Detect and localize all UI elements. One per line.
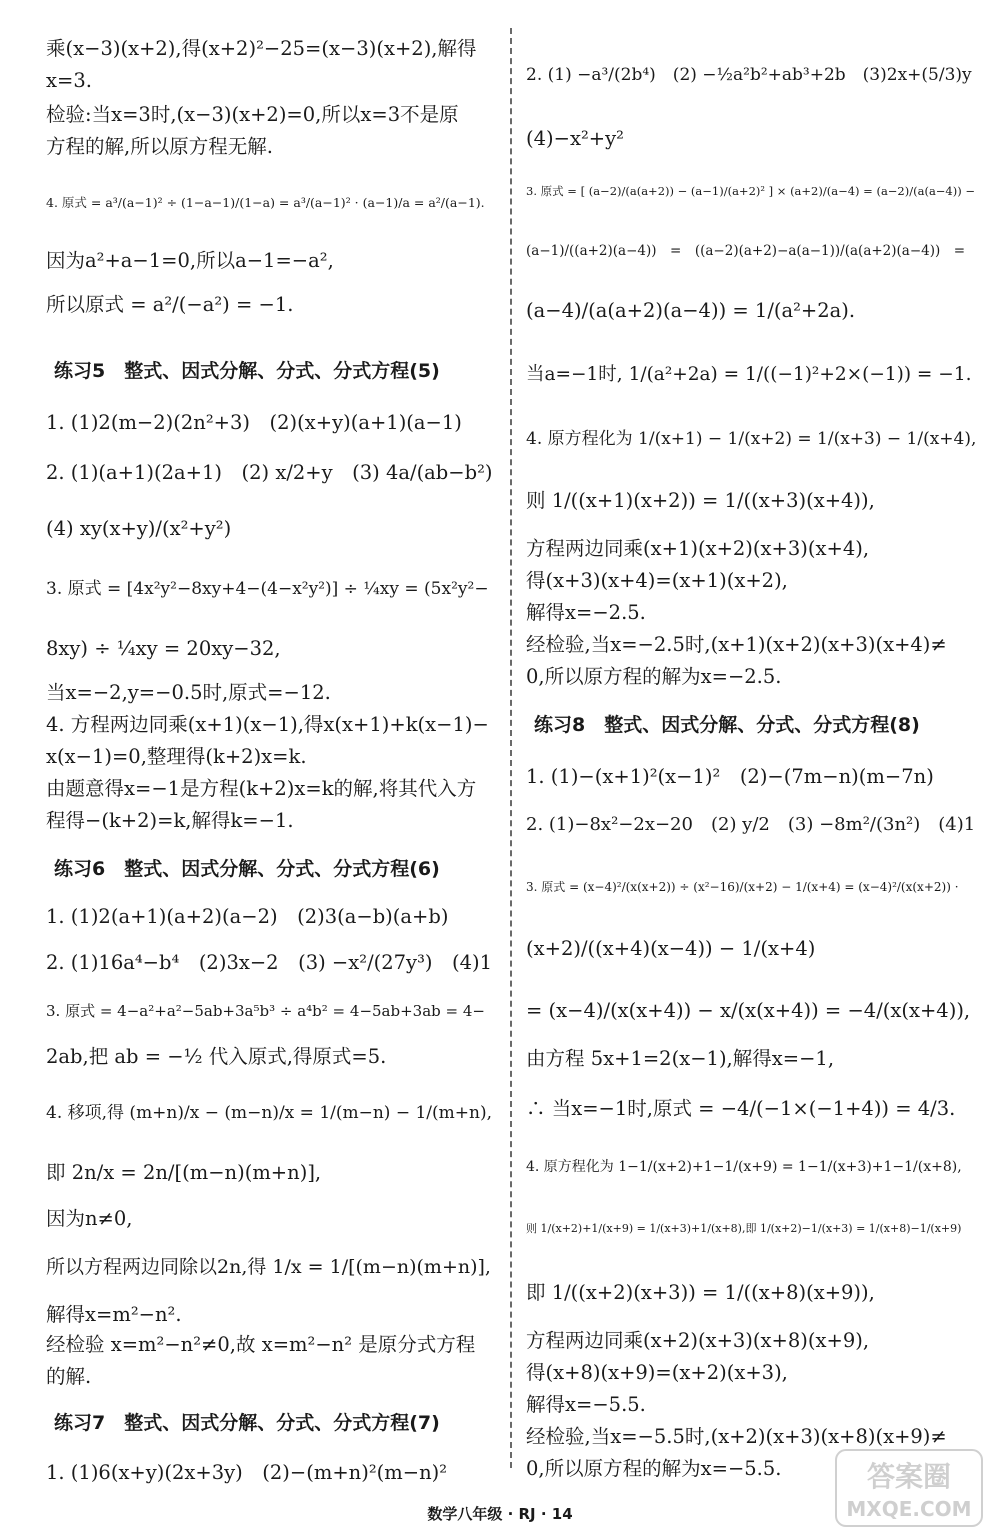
solution-line: 8xy) ÷ ¼xy = 20xy−32, [46, 637, 281, 660]
solution-line: 4. 原式 = a³/(a−1)² ÷ (1−a−1)/(1−a) = a³/(a−1)² · (a−1)/a = a²/(a−1). [46, 195, 485, 210]
solution-line: 2. (1) −a³/(2b⁴) (2) −½a²b²+ab³+2b (3)2x+(5/3)y [526, 65, 972, 85]
solution-line: 则 1/(x+2)+1/(x+9) = 1/(x+3)+1/(x+8),即 1/(x+2)−1/(x+3) = 1/(x+8)−1/(x+9) [526, 1222, 962, 1235]
watermark-title: 答案圈 [866, 1460, 952, 1493]
solution-line: 的解. [46, 1365, 92, 1388]
solution-line: 解得x=−5.5. [526, 1393, 646, 1416]
solution-line: 乘(x−3)(x+2),得(x+2)²−25=(x−3)(x+2),解得 [46, 37, 477, 60]
solution-line: 方程两边同乘(x+1)(x+2)(x+3)(x+4), [526, 537, 870, 560]
solution-line: (x+2)/((x+4)(x−4)) − 1/(x+4) [526, 937, 816, 960]
solution-line: 4. 方程两边同乘(x+1)(x−1),得x(x+1)+k(x−1)− [46, 713, 489, 736]
solution-line: 因为n≠0, [46, 1207, 133, 1230]
section-heading: 练习6 整式、因式分解、分式、分式方程(6) [54, 858, 440, 880]
solution-line: 方程两边同乘(x+2)(x+3)(x+8)(x+9), [526, 1329, 870, 1352]
solution-line: 2. (1)16a⁴−b⁴ (2)3x−2 (3) −x²/(27y³) (4)1 [46, 951, 493, 974]
solution-line: 4. 移项,得 (m+n)/x − (m−n)/x = 1/(m−n) − 1/(m+n), [46, 1103, 493, 1123]
watermark-url: MXQE.COM [846, 1497, 972, 1521]
solution-line: 由方程 5x+1=2(x−1),解得x=−1, [526, 1047, 835, 1070]
solution-line: 则 1/((x+1)(x+2)) = 1/((x+3)(x+4)), [526, 489, 875, 512]
section-heading: 练习8 整式、因式分解、分式、分式方程(8) [534, 714, 920, 736]
solution-line: 即 1/((x+2)(x+3)) = 1/((x+8)(x+9)), [526, 1281, 875, 1304]
solution-line: 所以原式 = a²/(−a²) = −1. [46, 293, 294, 316]
solution-line: 得(x+8)(x+9)=(x+2)(x+3), [526, 1361, 788, 1384]
solution-line: = (x−4)/(x(x+4)) − x/(x(x+4)) = −4/(x(x+4)), [526, 999, 971, 1022]
solution-line: (a−4)/(a(a+2)(a−4)) = 1/(a²+2a). [526, 299, 856, 322]
solution-line: 2. (1)−8x²−2x−20 (2) y/2 (3) −8m²/(3n²) (4)1 [526, 814, 976, 835]
solution-line: ∴ 当x=−1时,原式 = −4/(−1×(−1+4)) = 4/3. [526, 1097, 956, 1120]
solution-line: (a−1)/((a+2)(a−4)) = ((a−2)(a+2)−a(a−1))/(a(a+2)(a−4)) = [526, 243, 966, 259]
solution-line: 检验:当x=3时,(x−3)(x+2)=0,所以x=3不是原 [46, 103, 459, 126]
solution-line: 4. 原方程化为 1−1/(x+2)+1−1/(x+9) = 1−1/(x+3)+1−1/(x+8), [526, 1159, 962, 1175]
solution-line: 1. (1)2(a+1)(a+2)(a−2) (2)3(a−b)(a+b) [46, 905, 449, 928]
solution-line: 1. (1)2(m−2)(2n²+3) (2)(x+y)(a+1)(a−1) [46, 411, 462, 434]
solution-line: 1. (1)6(x+y)(2x+3y) (2)−(m+n)²(m−n)² [46, 1461, 448, 1484]
solution-line: x(x−1)=0,整理得(k+2)x=k. [46, 745, 307, 768]
solution-line: x=3. [46, 69, 92, 92]
page-footer: 数学八年级 · RJ · 14 [427, 1505, 573, 1523]
solution-line: 0,所以原方程的解为x=−5.5. [526, 1457, 782, 1480]
solution-line: 3. 原式 = 4−a²+a²−5ab+3a⁵b³ ÷ a⁴b² = 4−5ab+3ab = 4− [46, 1002, 485, 1020]
section-heading: 练习5 整式、因式分解、分式、分式方程(5) [54, 360, 440, 382]
solution-line: 即 2n/x = 2n/[(m−n)(m+n)], [46, 1161, 322, 1184]
solution-line: 经检验,当x=−5.5时,(x+2)(x+3)(x+8)(x+9)≠ [526, 1425, 947, 1448]
solution-line: 当x=−2,y=−0.5时,原式=−12. [46, 681, 331, 704]
solution-line: 解得x=−2.5. [526, 601, 646, 624]
solution-line: 经检验,当x=−2.5时,(x+1)(x+2)(x+3)(x+4)≠ [526, 633, 947, 656]
solution-line: 2. (1)(a+1)(2a+1) (2) x/2+y (3) 4a/(ab−b²) [46, 461, 493, 484]
solution-line: 0,所以原方程的解为x=−2.5. [526, 665, 782, 688]
watermark-logo [834, 1448, 984, 1528]
solution-line: 4. 原方程化为 1/(x+1) − 1/(x+2) = 1/(x+3) − 1/(x+4), [526, 429, 977, 449]
solution-line: 方程的解,所以原方程无解. [46, 135, 273, 158]
solution-line: 得(x+3)(x+4)=(x+1)(x+2), [526, 569, 788, 592]
solution-line: 当a=−1时, 1/(a²+2a) = 1/((−1)²+2×(−1)) = −1. [526, 364, 972, 385]
solution-line: (4) xy(x+y)/(x²+y²) [46, 517, 232, 540]
solution-line: 所以方程两边同除以2n,得 1/x = 1/[(m−n)(m+n)], [46, 1256, 491, 1278]
section-heading: 练习7 整式、因式分解、分式、分式方程(7) [54, 1412, 440, 1434]
solution-line: 3. 原式 = (x−4)²/(x(x+2)) ÷ (x²−16)/(x+2) − 1/(x+4) = (x−4)²/(x(x+2)) · [526, 880, 959, 894]
solution-line: 3. 原式 = [4x²y²−8xy+4−(4−x²y²)] ÷ ¼xy = (5x²y²− [46, 579, 489, 599]
solution-line: 2ab,把 ab = −½ 代入原式,得原式=5. [46, 1045, 387, 1068]
solution-line: 因为a²+a−1=0,所以a−1=−a², [46, 249, 334, 272]
solution-line: 由题意得x=−1是方程(k+2)x=k的解,将其代入方 [46, 777, 477, 800]
solution-line: 解得x=m²−n². [46, 1303, 182, 1326]
solution-line: 程得−(k+2)=k,解得k=−1. [46, 809, 294, 832]
solution-line: (4)−x²+y² [526, 127, 624, 150]
solution-line: 3. 原式 = [ (a−2)/(a(a+2)) − (a−1)/(a+2)² ] × (a+2)/(a−4) = (a−2)/(a(a−4)) − [526, 184, 976, 198]
column-divider [510, 28, 512, 1468]
solution-line: 1. (1)−(x+1)²(x−1)² (2)−(7m−n)(m−7n) [526, 765, 934, 788]
solution-line: 经检验 x=m²−n²≠0,故 x=m²−n² 是原分式方程 [46, 1333, 476, 1356]
